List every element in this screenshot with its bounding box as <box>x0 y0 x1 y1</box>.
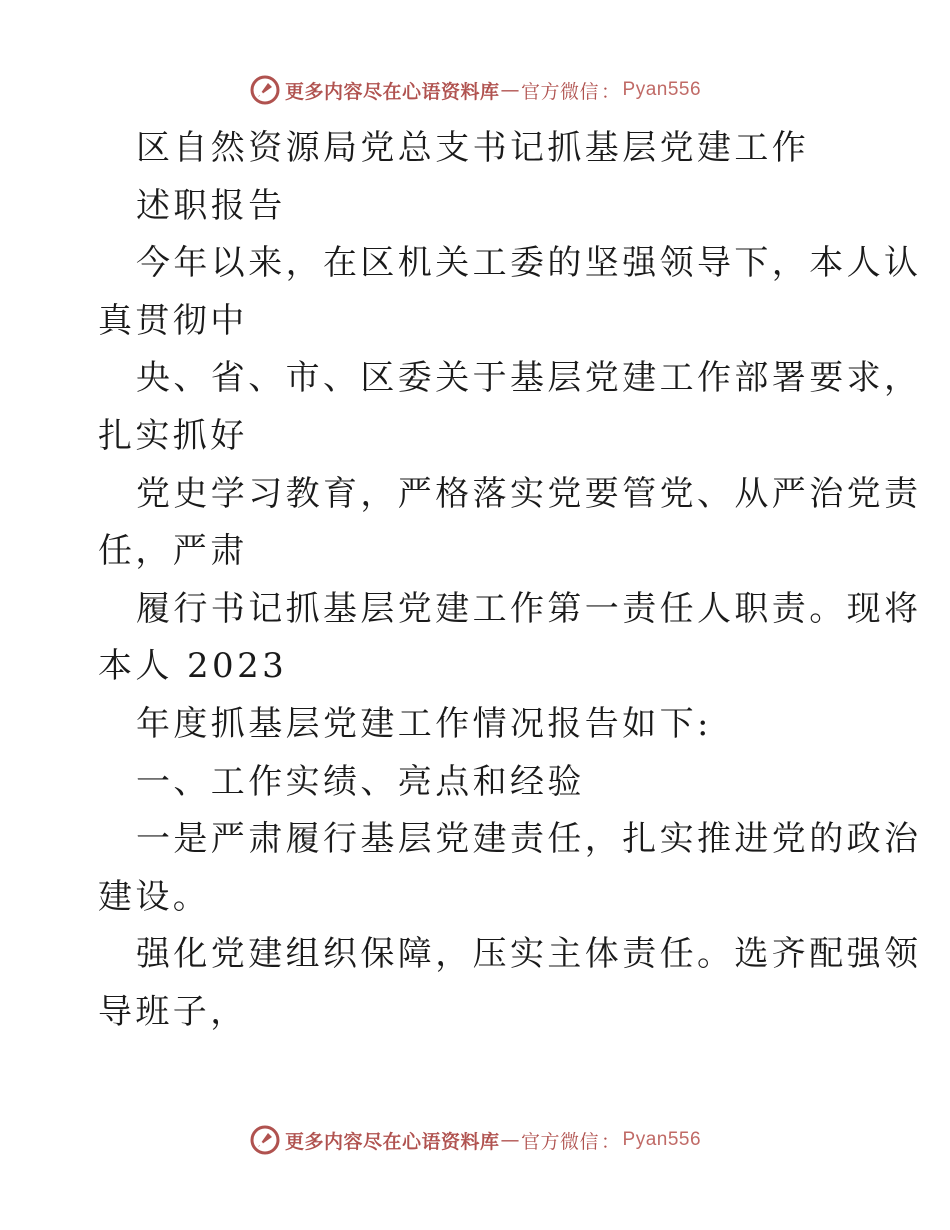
watermark-wechat-label: 官方微信 <box>520 1130 599 1153</box>
watermark-separator: ： <box>601 1130 621 1153</box>
paragraph-line: 今年以来，在区机关工委的坚强领导下，本人认 <box>136 243 922 284</box>
paragraph-line: 履行书记抓基层党建工作第一责任人职责。现将 <box>136 588 922 629</box>
paragraph-line: 一是严肃履行基层党建责任，扎实推进党的政治 <box>136 819 922 860</box>
paragraph-line: 年度抓基层党建工作情况报告如下: <box>136 703 712 744</box>
paragraph-line: 本人 2023 <box>98 646 288 687</box>
section-heading: 一、工作实绩、亮点和经验 <box>136 761 585 802</box>
watermark-site-text: 更多内容尽在心语资料库 <box>284 1130 500 1153</box>
watermark-dash: — <box>500 79 520 101</box>
pen-nib-icon <box>249 74 281 106</box>
watermark-separator: ： <box>601 80 621 103</box>
document-subtitle: 述职报告 <box>136 185 286 226</box>
watermark-dash: — <box>500 1129 520 1151</box>
paragraph-line: 强化党建组织保障，压实主体责任。选齐配强领 <box>136 934 922 975</box>
paragraph-line: 央、省、市、区委关于基层党建工作部署要求， <box>136 358 922 399</box>
document-body <box>98 120 922 1042</box>
watermark-footer <box>0 1120 950 1160</box>
paragraph-line: 扎实抓好 <box>98 415 248 456</box>
watermark-account: Pyan556 <box>622 79 702 100</box>
pen-nib-icon <box>249 1124 281 1156</box>
watermark-site-text: 更多内容尽在心语资料库 <box>284 80 500 103</box>
watermark-header <box>0 70 950 110</box>
document-title: 区自然资源局党总支书记抓基层党建工作 <box>136 128 810 168</box>
paragraph-line: 建设。 <box>98 876 211 917</box>
paragraph-line: 任，严肃 <box>98 531 248 572</box>
paragraph-line: 真贯彻中 <box>98 300 248 341</box>
paragraph-line: 导班子， <box>98 991 248 1032</box>
watermark-wechat-label: 官方微信 <box>520 80 599 103</box>
watermark-account: Pyan556 <box>622 1129 702 1150</box>
paragraph-line: 党史学习教育，严格落实党要管党、从严治党责 <box>136 473 922 514</box>
